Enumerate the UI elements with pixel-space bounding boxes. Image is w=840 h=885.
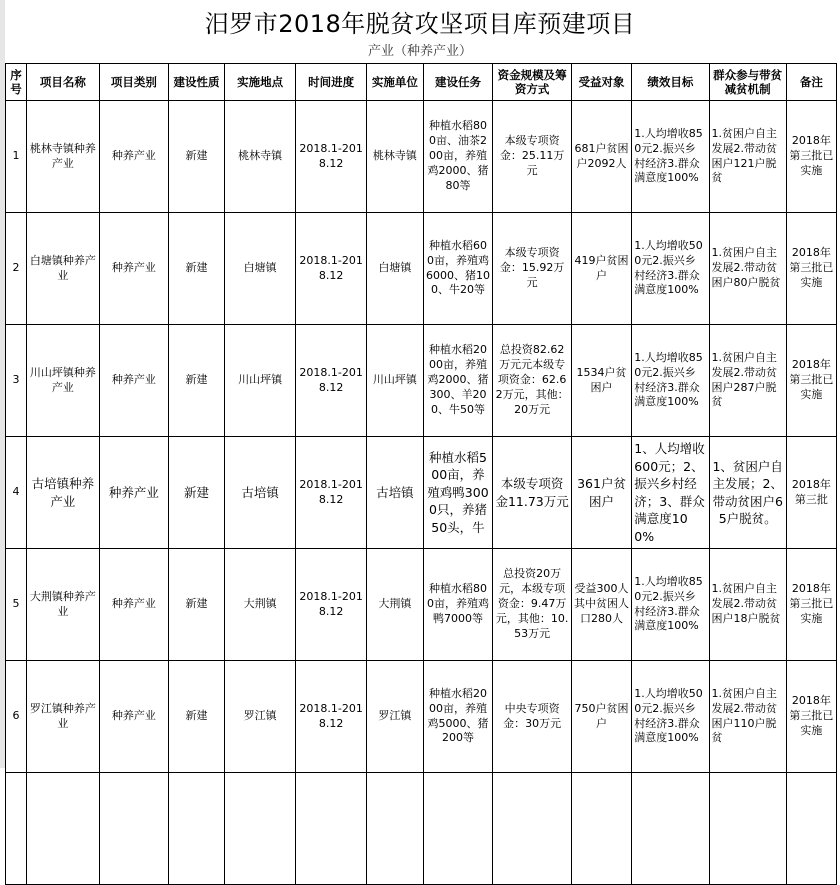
col-header-schedule: 时间进度 xyxy=(296,64,367,101)
cell-remark: 2018年第三批 xyxy=(786,437,836,549)
cell-location: 大荆镇 xyxy=(225,549,296,661)
cell-category: 种养产业 xyxy=(99,437,168,549)
table-row xyxy=(6,437,837,549)
cell-category: 种养产业 xyxy=(99,325,168,437)
cell-task: 种植水稻2000亩，养殖鸡2000、猪300、羊200、牛50等 xyxy=(423,325,493,437)
cell-remark: 2018年第三批已实施 xyxy=(786,549,836,661)
col-header-mechanism: 群众参与带贫减贫机制 xyxy=(709,64,786,101)
table-row xyxy=(6,213,837,325)
cell-unit: 桃林寺镇 xyxy=(367,101,423,213)
col-header-name: 项目名称 xyxy=(26,64,99,101)
cell-schedule: 2018.1-2018.12 xyxy=(296,661,367,773)
cell-funding: 本级专项资金：25.11万元 xyxy=(493,101,571,213)
cell-beneficiary: 1534户贫困户 xyxy=(571,325,632,437)
cell-name: 桃林寺镇种养产业 xyxy=(26,101,99,213)
table-row xyxy=(6,661,837,773)
page-subtitle: 产业（种养产业） xyxy=(367,44,472,59)
cell-target: 1、人均增收600元；2、振兴乡村经济；3、群众满意度100% xyxy=(632,437,709,549)
cell-nature: 新建 xyxy=(168,213,224,325)
cell-target: 1.人均增收500元2.振兴乡村经济3.群众满意度100% xyxy=(632,661,709,773)
cell-location: 川山坪镇 xyxy=(225,325,296,437)
col-header-beneficiary: 受益对象 xyxy=(571,64,632,101)
cell-unit: 古培镇 xyxy=(367,437,423,549)
cell-name: 罗江镇种养产业 xyxy=(26,661,99,773)
cell-no: 1 xyxy=(6,101,27,213)
cell-name: 大荆镇种养产业 xyxy=(26,549,99,661)
cell-no: 5 xyxy=(6,549,27,661)
cell-beneficiary: 受益300人其中贫困人口280人 xyxy=(571,549,632,661)
cell-name: 古培镇种养产业 xyxy=(26,437,99,549)
cell-unit: 大荆镇 xyxy=(367,549,423,661)
cell-remark: 2018年第三批已实施 xyxy=(786,661,836,773)
cell-task: 种植水稻500亩，养殖鸡鸭3000只，养猪50头，牛 xyxy=(423,437,493,549)
cell-task: 种植水稻2000亩，养殖鸡5000、猪200等 xyxy=(423,661,493,773)
col-header-nature: 建设性质 xyxy=(168,64,224,101)
table-row xyxy=(6,549,837,661)
cell-no: 3 xyxy=(6,325,27,437)
cell-schedule: 2018.1-2018.12 xyxy=(296,101,367,213)
cell-name: 白塘镇种养产业 xyxy=(26,213,99,325)
cell-remark: 2018年第三批已实施 xyxy=(786,325,836,437)
cell-funding: 总投资20万元，本级专项资金：9.47万元，其他：10.53万元 xyxy=(493,549,571,661)
cell-beneficiary: 681户贫困户2092人 xyxy=(571,101,632,213)
cell-funding: 中央专项资金：30万元 xyxy=(493,661,571,773)
cell-category: 种养产业 xyxy=(99,101,168,213)
cell-mechanism: 1.贫困户自主发展2.带动贫困户287户脱贫 xyxy=(709,325,786,437)
header-row xyxy=(6,64,837,101)
col-header-remark: 备注 xyxy=(786,64,836,101)
cell-nature: 新建 xyxy=(168,325,224,437)
cell-funding: 本级专项资金11.73万元 xyxy=(493,437,571,549)
cell-nature: 新建 xyxy=(168,661,224,773)
cell-name: 川山坪镇种养产业 xyxy=(26,325,99,437)
cell-unit: 罗江镇 xyxy=(367,661,423,773)
cell-category: 种养产业 xyxy=(99,661,168,773)
col-header-funding: 资金规模及筹资方式 xyxy=(493,64,571,101)
cell-funding: 本级专项资金：15.92万元 xyxy=(493,213,571,325)
cell-remark: 2018年第三批已实施 xyxy=(786,213,836,325)
cell-mechanism: 1.贫困户自主发展2.带动贫困户110户脱贫 xyxy=(709,661,786,773)
cell-no: 2 xyxy=(6,213,27,325)
cell-beneficiary: 750户贫困户 xyxy=(571,661,632,773)
cell-schedule: 2018.1-2018.12 xyxy=(296,325,367,437)
cell-target: 1.人均增收850元2.振兴乡村经济3.群众满意度100% xyxy=(632,325,709,437)
cell-target: 1.人均增收850元2.振兴乡村经济3.群众满意度100% xyxy=(632,549,709,661)
col-header-target: 绩效目标 xyxy=(632,64,709,101)
cell-target: 1.人均增收850元2.振兴乡村经济3.群众满意度100% xyxy=(632,101,709,213)
cell-task: 种植水稻800亩，养殖鸡鸭7000等 xyxy=(423,549,493,661)
col-header-task: 建设任务 xyxy=(423,64,493,101)
cell-category: 种养产业 xyxy=(99,549,168,661)
cell-no: 4 xyxy=(6,437,27,549)
table-row-partial xyxy=(6,773,837,885)
cell-location: 白塘镇 xyxy=(225,213,296,325)
col-header-unit: 实施单位 xyxy=(367,64,423,101)
cell-remark: 2018年第三批已实施 xyxy=(786,101,836,213)
cell-no: 6 xyxy=(6,661,27,773)
page-title: 汨罗市2018年脱贫攻坚项目库预建项目 xyxy=(204,10,636,38)
cell-funding: 总投资82.62万元元本级专项资金：62.62万元，其他：20万元 xyxy=(493,325,571,437)
cell-location: 古培镇 xyxy=(225,437,296,549)
cell-nature: 新建 xyxy=(168,549,224,661)
cell-location: 罗江镇 xyxy=(225,661,296,773)
col-header-location: 实施地点 xyxy=(225,64,296,101)
cell-nature: 新建 xyxy=(168,437,224,549)
cell-nature: 新建 xyxy=(168,101,224,213)
table-row xyxy=(6,325,837,437)
cell-location: 桃林寺镇 xyxy=(225,101,296,213)
cell-mechanism: 1.贫困户自主发展2.带动贫困户18户脱贫 xyxy=(709,549,786,661)
cell-schedule: 2018.1-2018.12 xyxy=(296,437,367,549)
table-row xyxy=(6,101,837,213)
col-header-category: 项目类别 xyxy=(99,64,168,101)
project-table xyxy=(5,63,837,885)
cell-mechanism: 1.贫困户自主发展2.带动贫困户80户脱贫 xyxy=(709,213,786,325)
cell-task: 种植水稻600亩，养殖鸡6000、猪100、牛20等 xyxy=(423,213,493,325)
cell-target: 1.人均增收500元2.振兴乡村经济3.群众满意度100% xyxy=(632,213,709,325)
cell-schedule: 2018.1-2018.12 xyxy=(296,549,367,661)
cell-unit: 白塘镇 xyxy=(367,213,423,325)
cell-task: 种植水稻800亩、油茶200亩，养殖鸡2000、猪80等 xyxy=(423,101,493,213)
cell-schedule: 2018.1-2018.12 xyxy=(296,213,367,325)
cell-unit: 川山坪镇 xyxy=(367,325,423,437)
cell-mechanism: 1.贫困户自主发展2.带动贫困户121户脱贫 xyxy=(709,101,786,213)
cell-mechanism: 1、贫困户自主发展；2、带动贫困户65户脱贫。 xyxy=(709,437,786,549)
cell-beneficiary: 419户贫困户 xyxy=(571,213,632,325)
cell-category: 种养产业 xyxy=(99,213,168,325)
col-header-no: 序号 xyxy=(6,64,27,101)
cell-beneficiary: 361户贫困户 xyxy=(571,437,632,549)
